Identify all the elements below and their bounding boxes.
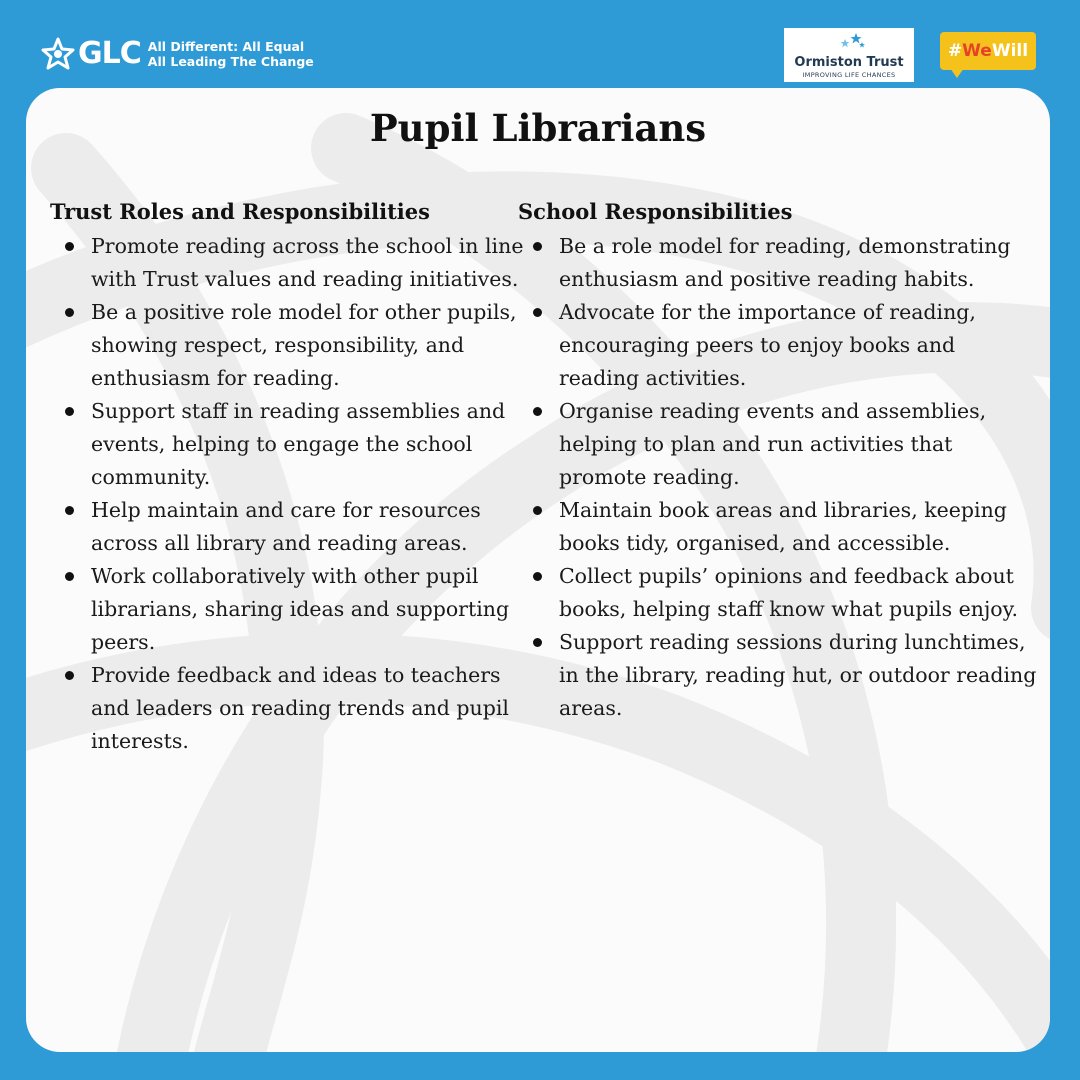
ormiston-subtitle: IMPROVING LIFE CHANCES bbox=[802, 71, 896, 79]
list-item: Be a positive role model for other pupils, showing respect, responsibility, and enthusiasm for reading. bbox=[50, 296, 525, 395]
ormiston-name: Ormiston Trust bbox=[794, 55, 904, 70]
trust-roles-list bbox=[50, 230, 525, 758]
list-item: Maintain book areas and libraries, keeping books tidy, organised, and accessible. bbox=[518, 494, 1038, 560]
glc-tagline-line-1: All Different: All Equal bbox=[147, 39, 305, 54]
list-item: Be a role model for reading, demonstrating enthusiasm and positive reading habits. bbox=[518, 230, 1038, 296]
list-item: Advocate for the importance of reading, encouraging peers to enjoy books and reading activities. bbox=[518, 296, 1038, 395]
glc-star-icon bbox=[40, 36, 76, 72]
glc-logo bbox=[40, 36, 314, 72]
list-item: Provide feedback and ideas to teachers and leaders on reading trends and pupil interests. bbox=[50, 659, 525, 758]
school-responsibilities-list bbox=[518, 230, 1038, 725]
glc-letters: GLC bbox=[78, 36, 141, 71]
list-item: Work collaboratively with other pupil librarians, sharing ideas and supporting peers. bbox=[50, 560, 525, 659]
glc-tagline bbox=[148, 39, 314, 69]
wewill-badge bbox=[940, 32, 1036, 70]
list-item: Collect pupils’ opinions and feedback about books, helping staff know what pupils enjoy. bbox=[518, 560, 1038, 626]
wewill-will: Will bbox=[991, 41, 1029, 61]
trust-roles-heading: Trust Roles and Responsibilities bbox=[50, 199, 430, 224]
list-item: Promote reading across the school in line with Trust values and reading initiatives. bbox=[50, 230, 525, 296]
trust-roles-column bbox=[50, 198, 525, 758]
list-item: Organise reading events and assemblies, helping to plan and run activities that promote reading. bbox=[518, 395, 1038, 494]
glc-tagline-line-2: All Leading The Change bbox=[147, 54, 314, 69]
list-item: Support staff in reading assemblies and events, helping to engage the school community. bbox=[50, 395, 525, 494]
school-responsibilities-column bbox=[518, 198, 1038, 725]
header bbox=[0, 0, 1080, 88]
ormiston-stars-icon bbox=[836, 32, 866, 50]
wewill-we: We bbox=[962, 41, 992, 61]
school-responsibilities-heading: School Responsibilities bbox=[518, 199, 793, 224]
wewill-speech-tail bbox=[950, 68, 964, 78]
content-card bbox=[26, 88, 1050, 1052]
ormiston-trust-logo bbox=[784, 28, 914, 82]
wewill-hash: # bbox=[947, 41, 963, 61]
page-title: Pupil Librarians bbox=[369, 106, 707, 150]
list-item: Support reading sessions during lunchtimes, in the library, reading hut, or outdoor reading areas. bbox=[518, 626, 1038, 725]
list-item: Help maintain and care for resources across all library and reading areas. bbox=[50, 494, 525, 560]
